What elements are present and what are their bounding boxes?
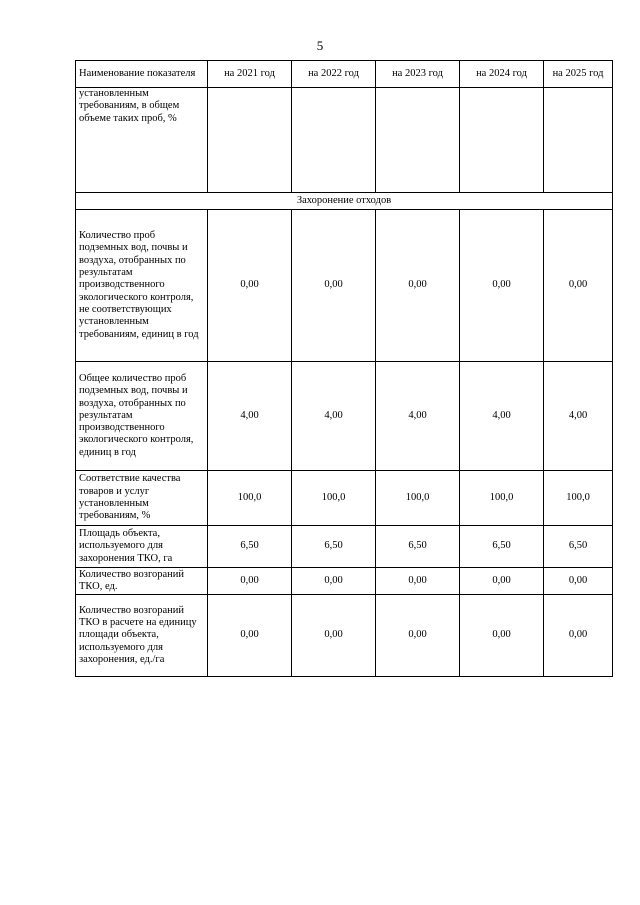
value-cell: 4,00 [292,362,376,471]
table-header-row [76,61,613,88]
table-row [76,362,613,471]
value-cell: 6,50 [208,526,292,568]
value-cell: 6,50 [376,526,460,568]
value-cell: 0,00 [460,210,544,362]
value-cell: 0,00 [460,595,544,677]
table-row [76,471,613,526]
value-cell: 0,00 [208,595,292,677]
value-cell: 0,00 [544,568,613,595]
row-name: Площадь объекта, используемого для захоронения ТКО, га [76,526,208,568]
value-cell: 100,0 [544,471,613,526]
value-cell: 0,00 [208,568,292,595]
value-cell: 0,00 [544,595,613,677]
empty-cell [544,88,613,193]
value-cell: 0,00 [460,568,544,595]
section-title: Захоронение отходов [76,193,613,210]
row-name: Соответствие качества товаров и услуг установленным требованиям, % [76,471,208,526]
empty-cell [208,88,292,193]
header-year-2025: на 2025 год [544,61,613,88]
value-cell: 0,00 [544,210,613,362]
indicators-table [75,60,613,677]
header-year-2022: на 2022 год [292,61,376,88]
empty-cell [292,88,376,193]
value-cell: 0,00 [292,210,376,362]
value-cell: 0,00 [292,595,376,677]
value-cell: 6,50 [544,526,613,568]
row-name: Количество проб подземных вод, почвы и воздуха, отобранных по результатам производственного экологического контроля, не соответствующих установленным требованиям, единиц в год [76,210,208,362]
value-cell: 4,00 [376,362,460,471]
value-cell: 6,50 [292,526,376,568]
value-cell: 100,0 [376,471,460,526]
table-row-continued [76,88,613,193]
empty-cell [460,88,544,193]
header-year-2021: на 2021 год [208,61,292,88]
row-name: установленным требованиям, в общем объеме таких проб, % [76,88,208,193]
value-cell: 4,00 [460,362,544,471]
value-cell: 100,0 [208,471,292,526]
header-year-2024: на 2024 год [460,61,544,88]
value-cell: 0,00 [292,568,376,595]
table-row [76,526,613,568]
value-cell: 4,00 [208,362,292,471]
section-row [76,193,613,210]
value-cell: 0,00 [376,595,460,677]
header-indicator-name: Наименование показателя [76,61,208,88]
header-year-2023: на 2023 год [376,61,460,88]
row-name: Количество возгораний ТКО, ед. [76,568,208,595]
value-cell: 100,0 [460,471,544,526]
value-cell: 0,00 [208,210,292,362]
empty-cell [376,88,460,193]
value-cell: 4,00 [544,362,613,471]
page-number: 5 [316,38,324,53]
table-row [76,568,613,595]
value-cell: 0,00 [376,210,460,362]
value-cell: 0,00 [376,568,460,595]
value-cell: 100,0 [292,471,376,526]
row-name: Количество возгораний ТКО в расчете на единицу площади объекта, используемого для захоронения, ед./га [76,595,208,677]
value-cell: 6,50 [460,526,544,568]
row-name: Общее количество проб подземных вод, почвы и воздуха, отобранных по результатам производственного экологического контроля, единиц в год [76,362,208,471]
table-row [76,595,613,677]
table-row [76,210,613,362]
